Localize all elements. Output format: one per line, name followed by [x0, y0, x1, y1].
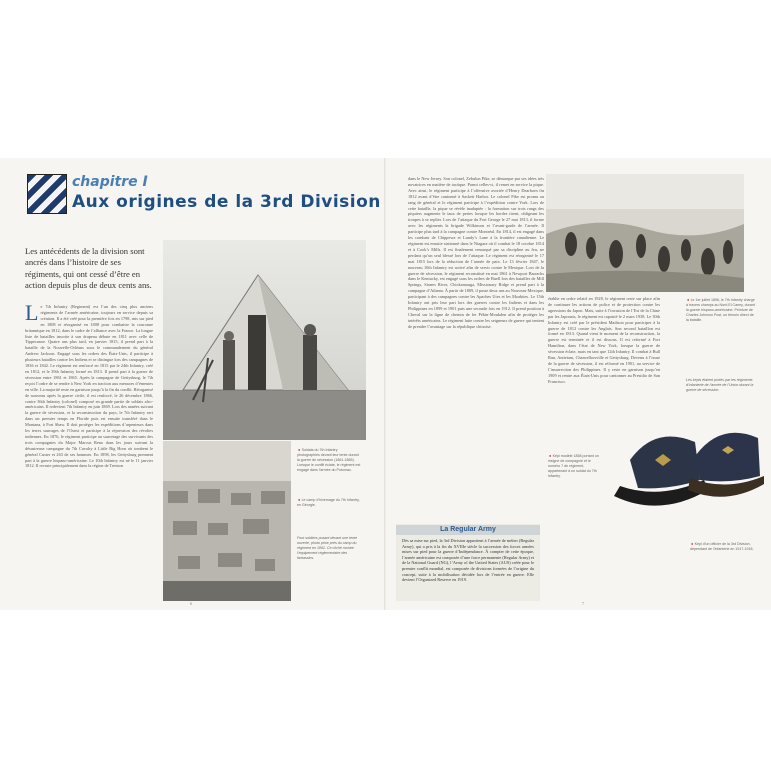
- camp-photo: [163, 441, 291, 601]
- drop-cap: L: [25, 304, 39, 325]
- caption-battle: ◄ Le 1er juillet 1898, le 7th Infantry charge à travers champs au Nord El Caney, durant la guerre hispano-américaine. Peinture de Charles Johnson Post, un témoin direct de la bataille.: [686, 298, 755, 322]
- left-page: [0, 158, 385, 610]
- caption-kepi-1: ◄ Képi modèle 1858 portant un insigne de compagnie et le numéro 7 de régiment, appartenant à un soldat du 7th Infantry.: [548, 454, 599, 478]
- chapter-label: chapitre I: [72, 174, 148, 190]
- chapter-title: Aux origines de la 3rd Division: [72, 192, 381, 212]
- caption-soldiers: ◄ Soldats du 7th Infantry photographiés devant leur tente durant la guerre de sécession (1861-1865). Lorsque le conflit éclate, le régiment est engagé dans l’armée du Potomac.: [297, 448, 361, 472]
- battle-painting: [546, 174, 744, 292]
- kepi-photo-2: [686, 420, 766, 510]
- caption-kepi-note: Les képis étaient portés par les régiments d’infanterie de l’armée de l’Union durant la guerre de sécession.: [686, 378, 754, 392]
- sidebar-text: Dès sa mise sur pied, la 3rd Division appartient à l’armée de métier (Regular Army), qui a pris à la fin du XVIIIe siècle la succession des forces armées mises sur pied pour la guerre d’Indépendance. À compter de cette époque, l’armée américaine est composée d’une force permanente (Regular Army) et de la National Guard (NG), l’Army of the United States (AUS) créée pour le premier conflit mondial, est composée de divisions formées de l’origine du concept, suite à la mobilisation décidée lors de l’entrée en guerre. Elle devient l’Organized Reserve en 1919.: [402, 538, 534, 583]
- body-text: e 7th Infantry (Regiment) est l’un des cinq plus anciens régiments de l’armée américaine, toujours en service depuis sa création. Il a été créé pour la première fois en 1798, mis sur pied en 1808 et réorganisé en 1808 pour combattre la couronne britannique en 1812, dans le cadre de l’alliance avec la France. La longue liste de batailles inscrite à son drapeau débute en 1811 avec celle de Tippecanoe. Quatre ans plus tard, en janvier 1815, il prend part à la bataille de la Nouvelle-Orléans sous le commandement du général Andrew Jackson. Engagé sous les ordres des États-Unis, il participe à plusieurs batailles contre les Indiens et se distingue lors des campagnes de 1836 et 1842. Le régiment est renforcé en 1815 par le 24th Infantry, créé en 1812, et le 39th Infantry formé en 1813. Il prend part à la guerre de sécession entre 1861 et 1865. Après la campagne de Gettysburg, le 7th reçoit l’ordre de se rendre à New York en traction aux menaces d’émeutes en ville. La majorité reste en garnison jusqu’à la fin du conflit. Réorganisé de nouveau après la guerre civile, il est renforcé, le 26 décembre 1866, contre 36th Infantry (colonel) composé en grande partie de soldats afro-américains. Il redevient 7th Infantry en juin 1869. Lors des années suivant la guerre de sécession, et la reconstruction du pays, le 7th Infantry sert dans un premier temps en Floride puis est ensuite transféré dans le Montana, à Fort Shaw. Il doit protéger les expéditions d’arpenteurs dans les terres sauvages de l’Ouest et participe à la répression des révoltes indiennes. En 1876, le régiment participe au sauvetage des survivants des trois compagnies du Major Marcus Reno dans les jours suivant la désastreuse campagne du 7th Cavalry à Little Big Horn où tombent le général Custer et 263 de ses hommes. En 1898, les Gettysburg prennent part à la guerre hispano-américaine. Le 10th Infantry est né le 11 janvier 1812. Il recrute principalement dans la région de Trenton: [25, 304, 153, 469]
- body-column-2: dans le New Jersey. Son colonel, Zebulon Pike, se démarque par ses idées très novatrices en matière de tactique. Parmi celles-ci, il remet en service la pique. Avec ainsi, le régiment participe à l’offensive avortée d’Henry Dearborn fin 1812 avant d’être cantonné à Sackett Harbor. Le colonel Pike est promu au rang de général et le régiment participe à l’expédition contre York. Lors de cette bataille, la pique se révèle inadaptée : la formation sur trois rangs des piquiers augmente le taux de pertes lorsque les hordes tirent, obligeant les troupes à se replier. Lors de l’attaque du Fort George le 27 mai 1813, il forme avec les régiments la brigade Wilkinson et l’avant-garde de l’armée. Il participe plus tard à la campagne contre Montréal. En 1814, il est engagé dans les combats de Chippewa et Lundy’s Lane à la frontière canadienne. Le régiment est ensuite stationné dans le Niagara où il combat le 18 octobre 1814 et à Cook’s Mills. Il est finalement remarqué par sa discipline au feu, ne perdant qu’un seul blessé lors de l’attaque. Le régiment est réorganisé le 17 mai 1815 lors de la réduction de l’armée de paix. Le 13 février 1847, le nouveau 10th Infantry est activé afin de servir contre le Mexique. Lors de la guerre de sécession, le régiment reconstitué en mai 1861 à Newport Barracks dans le Kentucky, est engagé sous les ordres de Buell lors des batailles de Mill Springs, Stones River, Chickamauga, Missionary Ridge et prend part à la campagne d’Atlanta. À partir de 1869, il passe deux ans au Nouveau-Mexique, participant à des campagnes contre les Apaches Utes et les Moabites. Le 15th Infantry ont pris leur part lors des guerres contre les Indiens et dans les Philippines en 1899 et 1901 puis une seconde fois en 1912. Il prend position à Cheval sur la ligne de chemin de fer Pékin-Moukden afin de protéger les intérêts américains. Le régiment lutte contre les seigneurs de guerre qui tentent de prendre l’avantage sur la république chinoise.: [408, 176, 544, 329]
- book-spread: [0, 158, 771, 610]
- caption-note: Foot soldiers posant devant une tente ouverte, photo prise près du camp du régiment en 1862. Ce cliché montre l’équipement réglementaire des fantassins.: [297, 536, 358, 560]
- page-number-left: 6: [190, 601, 192, 606]
- page-number-right: 7: [582, 601, 584, 606]
- regular-army-sidebar: [396, 524, 540, 601]
- intro-paragraph: Les antécédents de la division sont ancrés dans l’histoire de ses régiments, qui ont cessé d’être en action depuis plus de deux cents ans.: [25, 246, 152, 291]
- body-column-3: établie en ordre relatif en 1928, le régiment reste sur place afin de continuer les actions de police et de protection contre les agressions du Japon. Mais, suite à l’invasion de l’Est de la Chine par les Japonais, le régiment est rapatrié le 2 mars 1938. Le 30th Infantry est créé par le président Madison pour participer à la guerre de 1812 contre les Anglais. Son second bataillon est formé en 1813. Quand vient le moment de la reconstruction, la guerre est terminée et il est dissous. Il est reformé à Fort Hamilton, dans l’état de New York, lorsque la guerre de sécession éclate, mais en tant que 12th Infantry. Il combat à Bull Run, Antietam, Chancellorsville et Gettysburg. Devenu à l’issue de la guerre de sécession, il est réformé en 1901, au service de l’insurrection des Philippines. Il y reste en garnison jusqu’en 1909 et rentre aux États-Unis pour cantonner au Presidio de San Francisco.: [548, 296, 660, 384]
- sidebar-title: La Regular Army: [396, 525, 540, 535]
- caption-kepi-2: ◄ Képi d’un officier de la 3rd Division, dépendant de l’infanterie en 1917-1918.: [690, 542, 754, 551]
- body-column-1: [25, 304, 153, 602]
- tent-photo: [163, 240, 366, 440]
- caption-camp: ◄ Le camp d’hivernage du 7th Infantry, en Géorgie.: [297, 498, 360, 507]
- division-badge-logo: [27, 174, 67, 214]
